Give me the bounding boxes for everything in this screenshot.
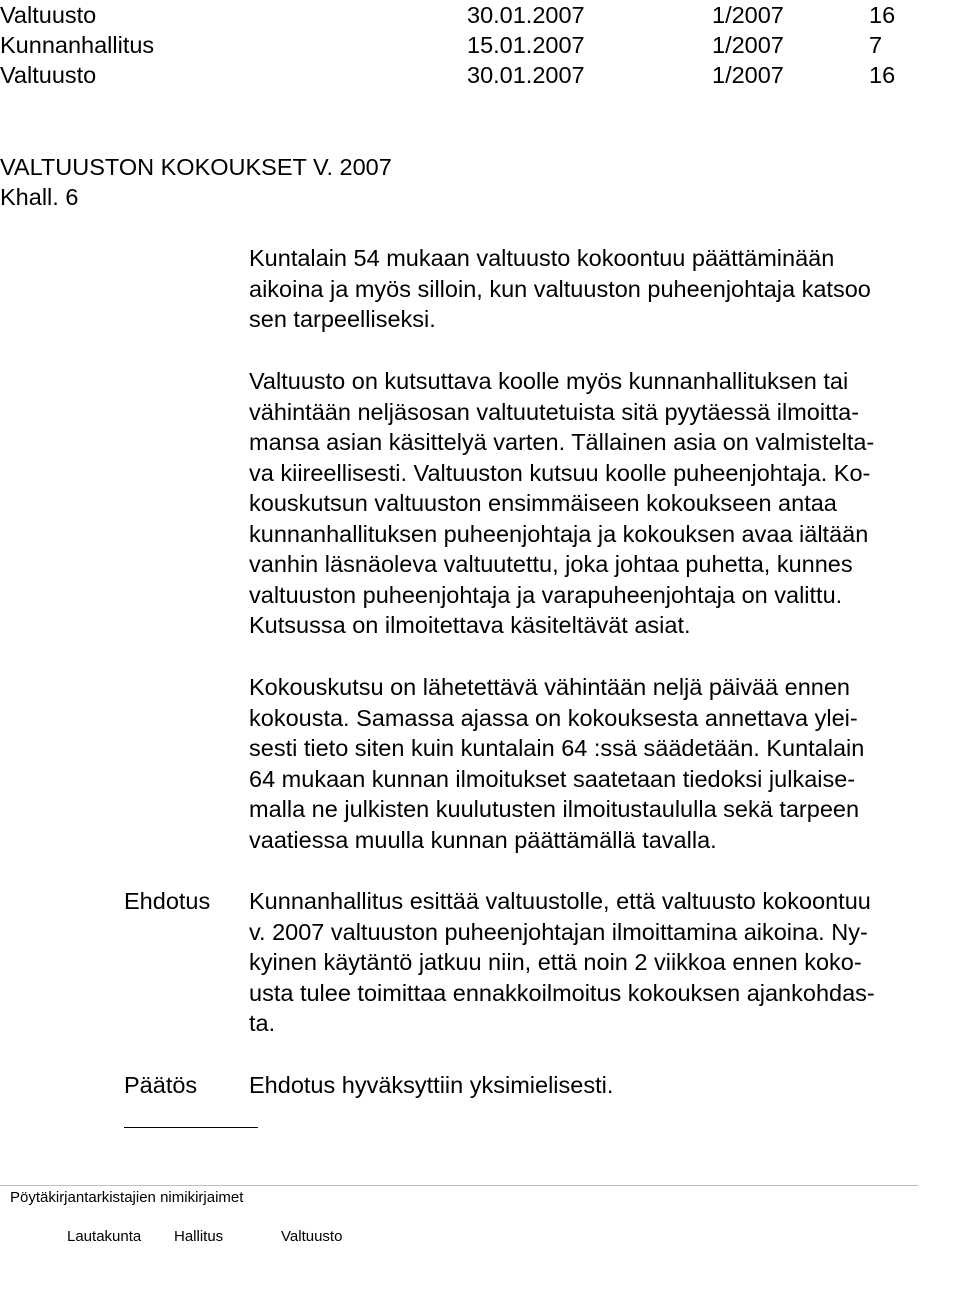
proposal-label: Ehdotus xyxy=(124,888,211,914)
footer-column-government: Hallitus xyxy=(174,1228,224,1245)
header-body: Valtuusto xyxy=(0,62,97,88)
paragraph-line: sesti tieto siten kuin kuntalain 64 :ssä säädetään. Kuntalain xyxy=(249,735,865,761)
signature-line xyxy=(124,1127,258,1128)
paragraph-line: Kokouskutsu on lähetettävä vähintään neljä päivää ennen xyxy=(249,674,851,700)
header-body: Kunnanhallitus xyxy=(0,32,155,58)
paragraph xyxy=(249,672,960,855)
proposal-line: kyinen käytäntö jatkuu niin, että noin 2 viikkoa ennen koko- xyxy=(249,949,862,975)
header-date: 15.01.2007 xyxy=(467,32,585,58)
header-issue: 1/2007 xyxy=(712,32,784,58)
proposal-line: ta. xyxy=(249,1010,276,1036)
paragraph-line: Kutsussa on ilmoitettava käsiteltävät asiat. xyxy=(249,612,691,638)
proposal-line: usta tulee toimittaa ennakkoilmoitus kokouksen ajankohdas- xyxy=(249,979,875,1006)
footer-column-council: Valtuusto xyxy=(281,1228,343,1245)
proposal-line: v. 2007 valtuuston puheenjohtajan ilmoittamina aikoina. Ny- xyxy=(249,918,868,945)
paragraph-line: kouskutsun valtuuston ensimmäiseen kokoukseen antaa xyxy=(249,490,837,516)
decision-label: Päätös xyxy=(124,1072,198,1098)
header-date: 30.01.2007 xyxy=(467,2,585,28)
paragraph xyxy=(249,243,960,335)
paragraph-line: malla ne julkisten kuulutusten ilmoitustaululla sekä tarpeen xyxy=(249,796,860,822)
section-reference: Khall. 6 xyxy=(0,184,79,210)
proposal-line: Kunnanhallitus esittää valtuustolle, että valtuusto kokoontuu xyxy=(249,888,871,914)
header-body: Valtuusto xyxy=(0,2,97,28)
document-title: VALTUUSTON KOKOUKSET V. 2007 xyxy=(0,154,392,180)
proposal-text xyxy=(249,886,960,1039)
header-issue: 1/2007 xyxy=(712,62,784,88)
header-page: 16 xyxy=(869,2,896,28)
paragraph-line: mansa asian käsittelyä varten. Tällainen asia on valmistelta- xyxy=(249,429,875,455)
paragraph-line: aikoina ja myös silloin, kun valtuuston puheenjohtaja katsoo xyxy=(249,275,871,302)
paragraph-line: vähintään neljäsosan valtuutetuista sitä pyytäessä ilmoitta- xyxy=(249,398,860,425)
header-issue: 1/2007 xyxy=(712,2,784,28)
paragraph-line: Valtuusto on kutsuttava koolle myös kunnanhallituksen tai xyxy=(249,368,849,394)
paragraph-line: kunnanhallituksen puheenjohtaja ja kokouksen avaa iältään xyxy=(249,520,869,547)
paragraph-line: va kiireellisesti. Valtuuston kutsuu koolle puheenjohtaja. Ko- xyxy=(249,459,871,486)
decision-text: Ehdotus hyväksyttiin yksimielisesti. xyxy=(249,1072,614,1098)
header-page: 16 xyxy=(869,62,896,88)
paragraph-line: vaatiessa muulla kunnan päättämällä tavalla. xyxy=(249,826,717,853)
paragraph-line: 64 mukaan kunnan ilmoitukset saatetaan tiedoksi julkaise- xyxy=(249,765,856,792)
paragraph-line: valtuuston puheenjohtaja ja varapuheenjohtaja on valittu. xyxy=(249,581,843,608)
paragraph-line: Kuntalain 54 mukaan valtuusto kokoontuu päättäminään xyxy=(249,245,835,271)
paragraph-line: sen tarpeelliseksi. xyxy=(249,306,436,332)
footer-column-board: Lautakunta xyxy=(67,1228,142,1245)
footer-title: Pöytäkirjantarkistajien nimikirjaimet xyxy=(10,1189,244,1206)
paragraph-line: vanhin läsnäoleva valtuutettu, joka johtaa puhetta, kunnes xyxy=(249,551,853,577)
header-page: 7 xyxy=(869,32,883,58)
paragraph-line: kokousta. Samassa ajassa on kokouksesta annettava ylei- xyxy=(249,704,858,731)
footer-divider xyxy=(0,1185,918,1186)
paragraph xyxy=(249,366,960,641)
header-date: 30.01.2007 xyxy=(467,62,585,88)
